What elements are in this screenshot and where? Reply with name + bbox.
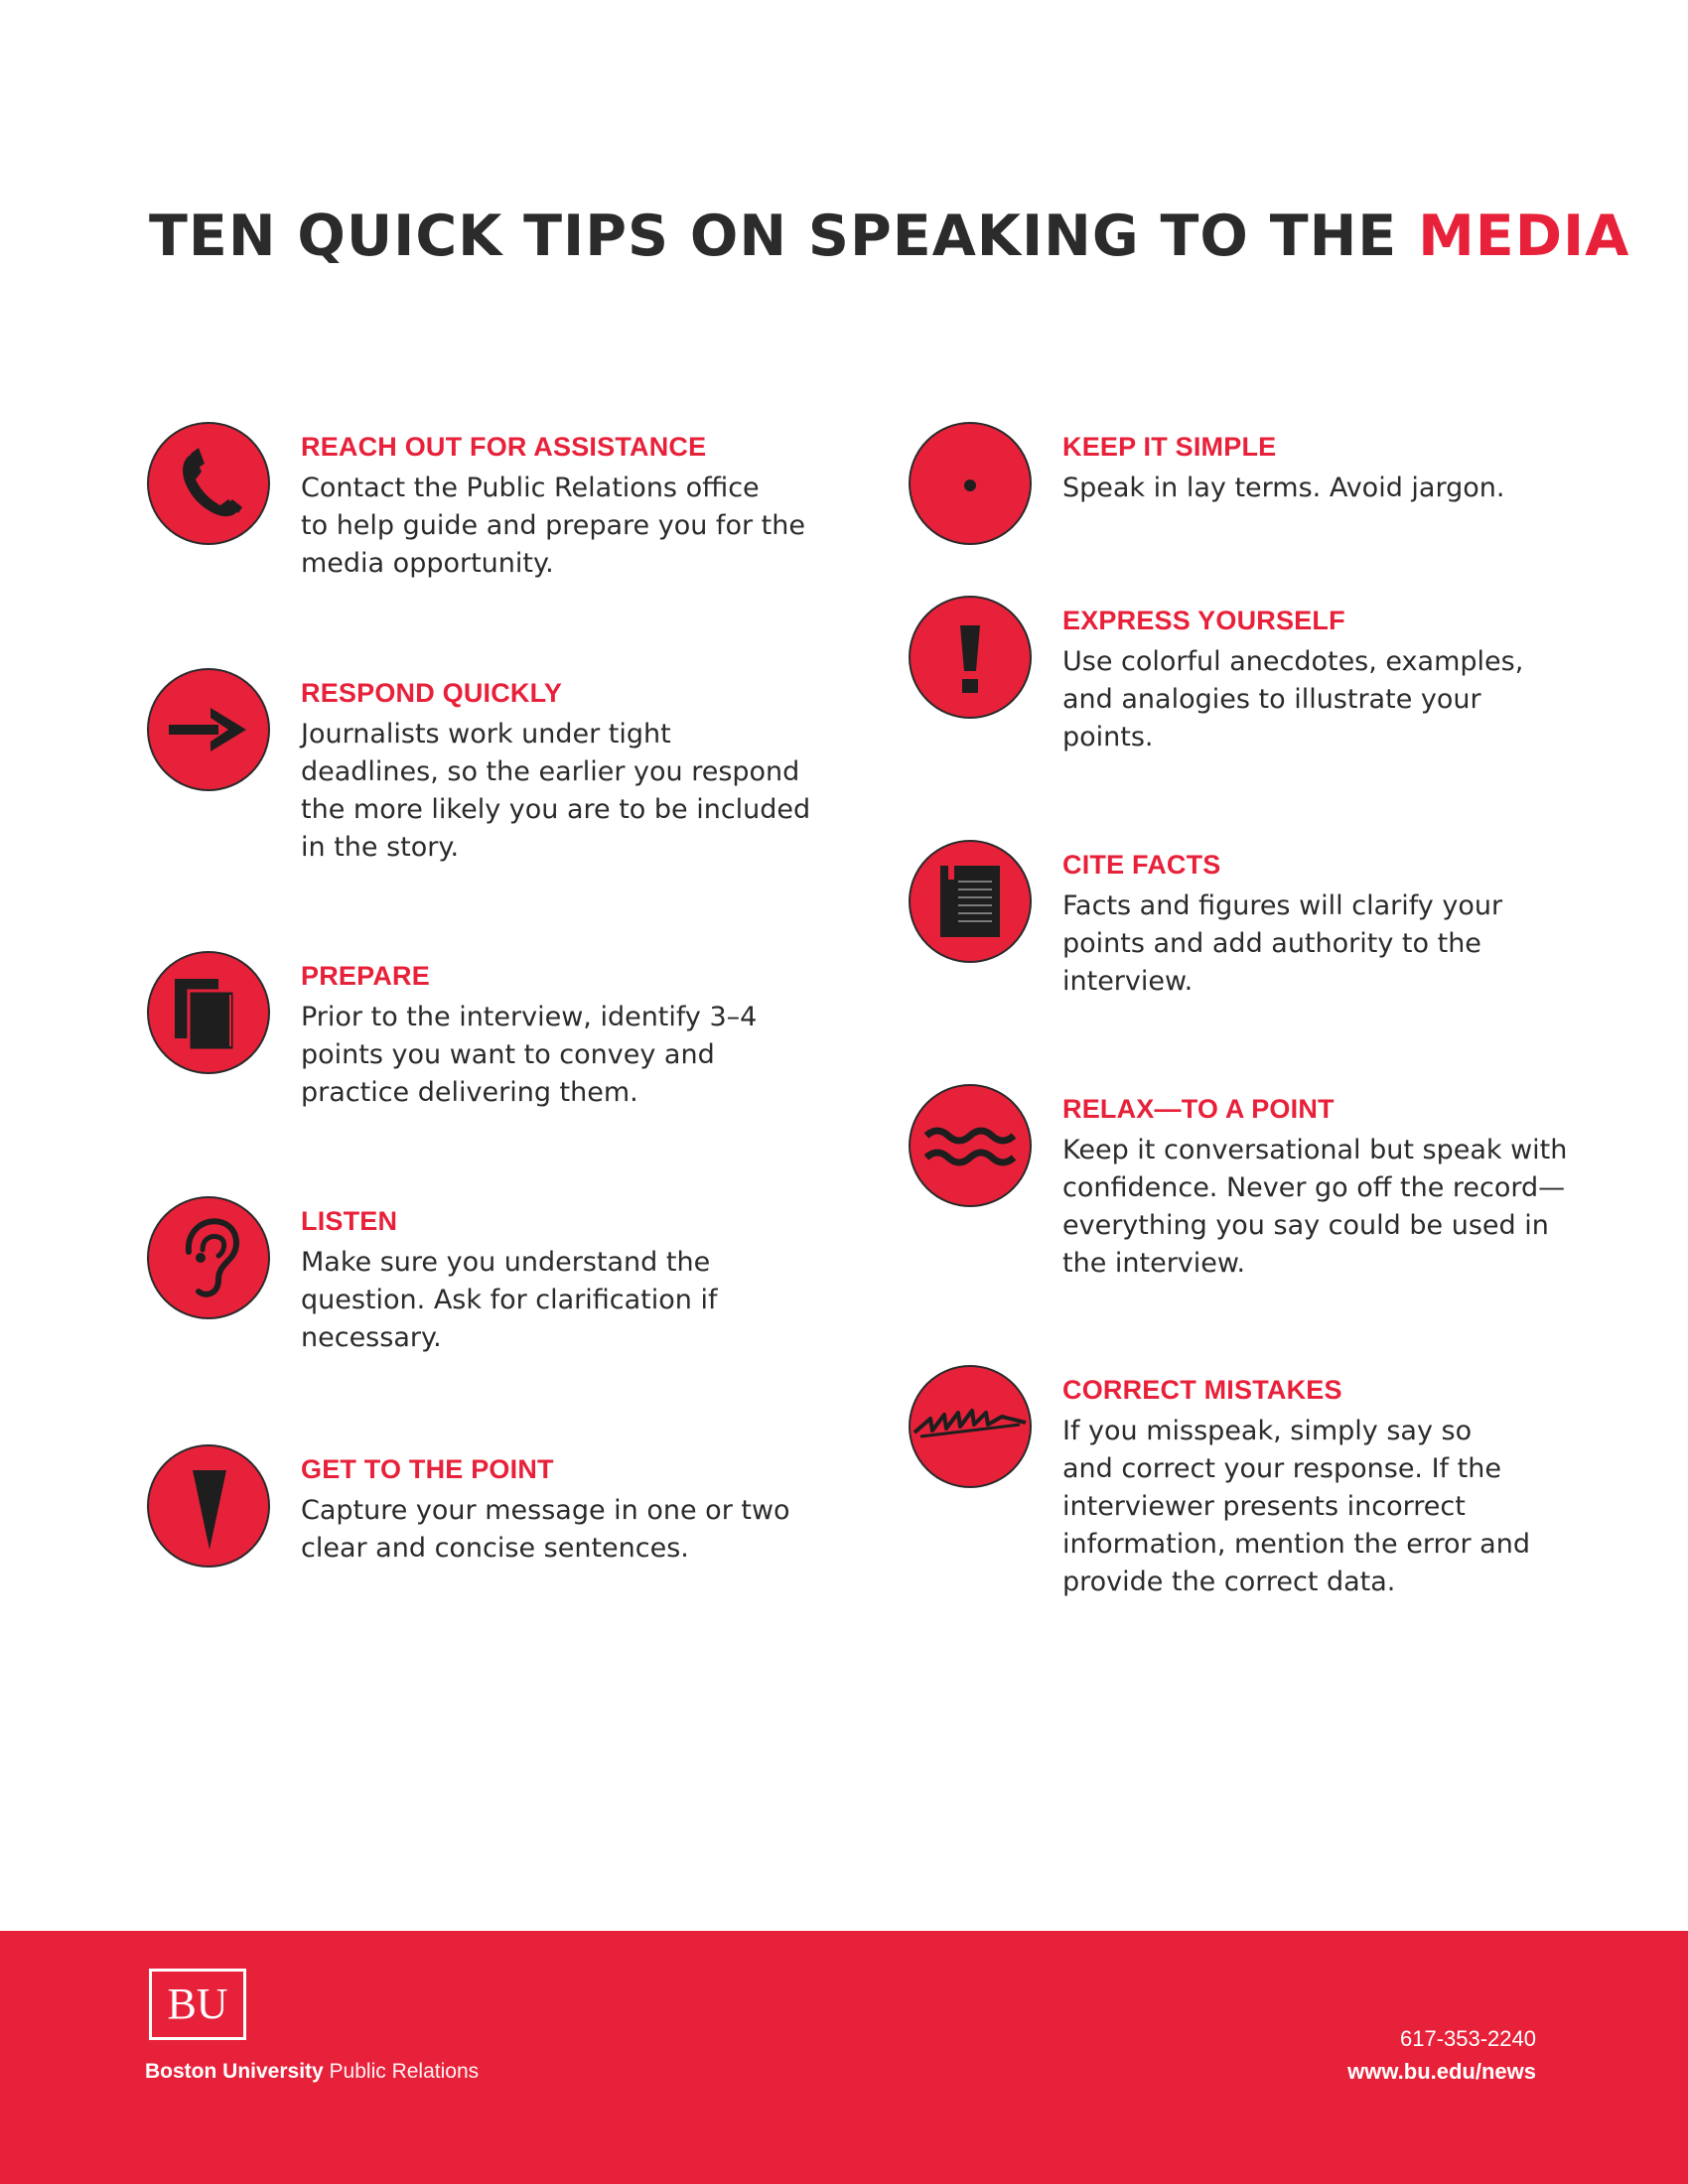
tip-body: Prior to the interview, identify 3–4 points you want to convey and practice delivering them.: [301, 1002, 758, 1108]
bu-logo-text: BU: [167, 1979, 228, 2028]
exclamation-icon: [909, 596, 1032, 719]
tip-body: Capture your message in one or two clear and concise sentences.: [301, 1495, 790, 1564]
title-accent: MEDIA: [1418, 204, 1630, 269]
tip-heading: KEEP IT SIMPLE: [1062, 432, 1277, 462]
tip-body: Make sure you understand the question. Ask for clarification if necessary.: [301, 1247, 718, 1353]
tip-body: Use colorful anecdotes, examples, and analogies to illustrate your points.: [1062, 646, 1524, 752]
books-icon: [147, 951, 270, 1074]
organization-name: [145, 2060, 479, 2084]
tip-heading: CITE FACTS: [1062, 850, 1221, 880]
tip-body: Journalists work under tight deadlines, so the earlier you respond the more likely you are to be included in the story.: [301, 719, 811, 863]
tip-heading: PREPARE: [301, 961, 430, 991]
waves-icon: [909, 1084, 1032, 1207]
title-main: TEN QUICK TIPS ON SPEAKING TO THE: [149, 204, 1419, 269]
contact-info: [1347, 2022, 1536, 2088]
page-title: [149, 204, 1630, 269]
bu-logo: [149, 1969, 246, 2040]
tip-body: Keep it conversational but speak with confidence. Never go off the record— everything you say could be used in the interview.: [1062, 1135, 1568, 1279]
document-icon: [909, 840, 1032, 963]
tip-heading: LISTEN: [301, 1206, 398, 1236]
website-link[interactable]: www.bu.edu/news: [1347, 2059, 1536, 2084]
point-down-triangle-icon: [147, 1444, 270, 1568]
ear-icon: [147, 1196, 270, 1319]
tip-body: If you misspeak, simply say so and correct your response. If the interviewer presents incorrect information, mention the error and provide the correct data.: [1062, 1416, 1530, 1597]
tip-heading: GET TO THE POINT: [301, 1454, 554, 1484]
phone-icon: [147, 422, 270, 545]
arrow-right-icon: [147, 668, 270, 791]
phone-number: 617-353-2240: [1399, 2026, 1536, 2051]
org-department: Public Relations: [329, 2060, 480, 2083]
tip-heading: RESPOND QUICKLY: [301, 678, 563, 708]
tip-heading: REACH OUT FOR ASSISTANCE: [301, 432, 707, 462]
dot-icon: [909, 422, 1032, 545]
tip-body: Facts and figures will clarify your points and add authority to the interview.: [1062, 890, 1503, 997]
footer-bar: [0, 1931, 1688, 2184]
tip-heading: CORRECT MISTAKES: [1062, 1375, 1342, 1405]
scribble-icon: [909, 1365, 1032, 1488]
tip-heading: EXPRESS YOURSELF: [1062, 606, 1345, 635]
tip-heading: RELAX—TO A POINT: [1062, 1094, 1335, 1124]
org-name: Boston University: [145, 2060, 324, 2083]
tip-body: Contact the Public Relations office to help guide and prepare you for the media opportunity.: [301, 473, 805, 579]
tip-body: Speak in lay terms. Avoid jargon.: [1062, 473, 1505, 503]
